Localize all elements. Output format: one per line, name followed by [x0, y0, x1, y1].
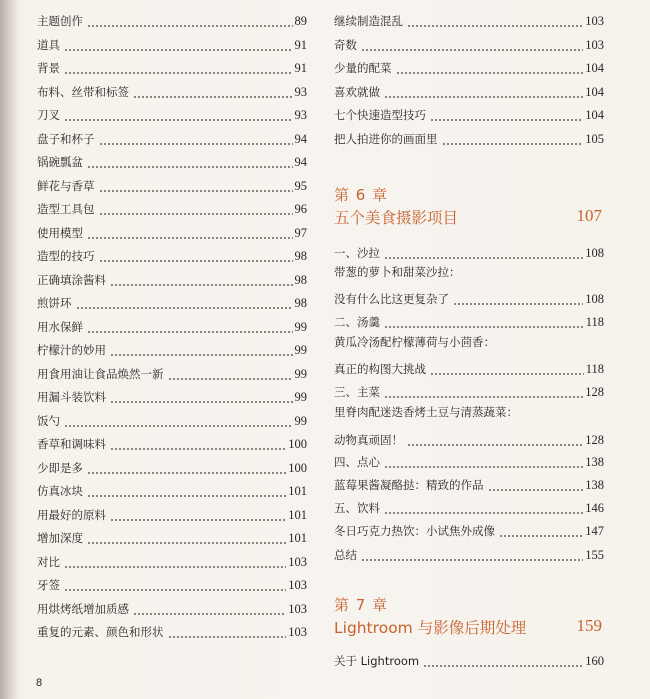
dot-leader	[396, 61, 584, 75]
dot-leader	[488, 478, 584, 492]
dot-leader	[168, 625, 287, 639]
toc-entry-title: 用最好的原料	[37, 507, 106, 522]
toc-entry	[37, 478, 307, 498]
toc-entry	[334, 542, 604, 562]
toc-entry-page: 103	[585, 14, 604, 28]
dot-leader	[87, 226, 293, 240]
dot-leader	[384, 385, 583, 399]
toc-entry-page: 91	[294, 61, 307, 75]
toc-entry-page: 96	[294, 202, 307, 216]
dot-leader	[168, 367, 293, 381]
toc-entry-page: 91	[294, 37, 307, 52]
dot-leader	[99, 132, 293, 146]
toc-entry-title: 用烘烤纸增加质感	[37, 601, 129, 616]
toc-entry-page: 104	[585, 61, 604, 75]
toc-entry-page: 138	[585, 455, 604, 469]
dot-leader	[64, 108, 293, 122]
toc-entry-page: 101	[288, 507, 307, 522]
toc-entry	[334, 79, 604, 99]
toc-entry-page: 147	[585, 524, 604, 538]
toc-entry	[37, 525, 307, 545]
toc-entry-page: 93	[294, 108, 307, 122]
dot-leader	[110, 343, 293, 357]
toc-entry-title: 刀叉	[37, 108, 60, 122]
toc-entry-title: 把人拍进你的画面里	[334, 131, 438, 146]
toc-entry-page: 105	[585, 131, 604, 146]
toc-entry	[334, 403, 604, 419]
dot-leader	[87, 461, 286, 475]
toc-entry-title: 造型工具包	[37, 202, 95, 216]
toc-entry	[37, 267, 307, 287]
toc-entry-title: 正确填涂酱料	[37, 272, 106, 287]
toc-entry-page: 138	[585, 478, 604, 492]
toc-entry-page: 104	[585, 108, 604, 122]
dot-leader	[384, 501, 583, 515]
dot-leader	[407, 433, 583, 447]
toc-entry	[37, 8, 307, 28]
toc-entry-page: 93	[294, 84, 307, 99]
toc-entry-page: 97	[294, 225, 307, 240]
dot-leader	[87, 484, 286, 498]
toc-entry-page: 108	[585, 292, 604, 306]
toc-entry-title: 锅碗瓢盆	[37, 155, 83, 169]
toc-entry-page: 101	[288, 484, 307, 498]
toc-entry-page: 128	[585, 433, 604, 447]
toc-entry-page: 99	[294, 366, 307, 381]
dot-leader	[430, 108, 583, 122]
toc-entry-page: 98	[294, 249, 307, 263]
toc-entry-title: 带葱的萝卜和甜菜沙拉：	[334, 265, 461, 279]
toc-entry	[37, 549, 307, 569]
toc-entry-title: 背景	[37, 61, 60, 75]
toc-entry-title: 继续制造混乱	[334, 14, 403, 28]
toc-entry-title: 盘子和杯子	[37, 131, 95, 146]
toc-entry-title: 鲜花与香草	[37, 178, 95, 193]
toc-entry-title: 对比	[37, 554, 60, 569]
toc-entry-title: 用水保鲜	[37, 319, 83, 334]
toc-entry	[37, 572, 307, 592]
toc-entry	[334, 263, 604, 279]
toc-entry-title: 仿真冰块	[37, 484, 83, 498]
toc-entry	[37, 220, 307, 240]
toc-entry-title: 煎饼环	[37, 296, 72, 310]
toc-entry	[334, 240, 604, 260]
toc-entry-page: 155	[585, 548, 604, 562]
toc-entry	[37, 502, 307, 522]
toc-entry-title: 喜欢就做	[334, 84, 380, 99]
toc-entry-title: 布料、丝带和标签	[37, 84, 129, 99]
toc-entry	[37, 431, 307, 451]
chapter-7-title: Lightroom 与影像后期处理	[334, 619, 527, 637]
toc-entry-title: 一、沙拉	[334, 246, 380, 260]
toc-entry-title: 三、主菜	[334, 385, 380, 399]
toc-entry-page: 101	[288, 531, 307, 545]
dot-leader	[64, 578, 286, 592]
toc-entry-page: 104	[585, 84, 604, 99]
toc-entry-title: 奇数	[334, 37, 357, 52]
toc-entry-title: 冬日巧克力热饮：小试焦外成像	[334, 524, 495, 538]
dot-leader	[76, 296, 293, 310]
toc-entry-page: 98	[294, 296, 307, 310]
dot-leader	[133, 602, 286, 616]
dot-leader	[110, 437, 286, 451]
toc-entry-title: 牙签	[37, 578, 60, 592]
dot-leader	[87, 531, 286, 545]
toc-entry	[334, 356, 604, 376]
toc-entry-page: 94	[294, 155, 307, 169]
toc-entry-title: 黄瓜冷汤配柠檬薄荷与小茴香：	[334, 335, 495, 349]
toc-entry	[334, 379, 604, 399]
toc-entry	[37, 596, 307, 616]
chapter-7-label: 第 7 章	[334, 596, 389, 614]
toc-entry-title: 柠檬汁的妙用	[37, 343, 106, 357]
toc-entry-title: 少量的配菜	[334, 61, 392, 75]
toc-entry-page: 160	[585, 654, 604, 668]
dot-leader	[110, 390, 293, 404]
toc-entry	[37, 290, 307, 310]
toc-entry-page: 94	[294, 131, 307, 146]
dot-leader	[64, 414, 293, 428]
toc-entry-title: 使用模型	[37, 225, 83, 240]
toc-entry-title: 二、汤羹	[334, 315, 380, 329]
toc-entry-title: 造型的技巧	[37, 249, 95, 263]
toc-entry-page: 99	[294, 343, 307, 357]
toc-entry	[37, 196, 307, 216]
toc-entry	[334, 55, 604, 75]
dot-leader	[64, 555, 286, 569]
toc-entry	[334, 333, 604, 349]
toc-entry	[334, 518, 604, 538]
dot-leader	[110, 508, 286, 522]
toc-entry-page: 100	[288, 460, 307, 475]
toc-entry	[37, 173, 307, 193]
chapter-6-page: 107	[576, 206, 602, 225]
toc-entry-title: 重复的元素、颜色和形状	[37, 625, 164, 639]
toc-entry	[334, 102, 604, 122]
toc-entry-page: 118	[585, 315, 604, 329]
toc-entry-title: 总结	[334, 548, 357, 562]
dot-leader	[99, 202, 293, 216]
toc-entry	[334, 286, 604, 306]
toc-entry	[37, 55, 307, 75]
toc-entry	[334, 495, 604, 515]
chapter-7-page: 159	[576, 616, 602, 635]
toc-entry	[334, 126, 604, 146]
toc-entry	[37, 455, 307, 475]
toc-entry	[37, 384, 307, 404]
dot-leader	[384, 246, 583, 260]
toc-entry-page: 95	[294, 178, 307, 193]
toc-entry	[37, 337, 307, 357]
toc-entry	[37, 149, 307, 169]
dot-leader	[361, 38, 583, 52]
dot-leader	[87, 155, 293, 169]
chapter-6-heading	[334, 206, 604, 228]
page-number: 8	[36, 677, 43, 689]
dot-leader	[133, 85, 293, 99]
dot-leader	[384, 455, 583, 469]
binding-shadow	[0, 0, 18, 699]
toc-entry-page: 118	[585, 362, 604, 376]
toc-entry-title: 动物真顽固！	[334, 433, 403, 447]
toc-entry	[334, 32, 604, 52]
toc-entry	[334, 427, 604, 447]
toc-entry	[334, 8, 604, 28]
toc-entry	[37, 314, 307, 334]
dot-leader	[64, 38, 293, 52]
dot-leader	[361, 548, 583, 562]
toc-entry	[37, 243, 307, 263]
toc-entry-page: 103	[288, 554, 307, 569]
toc-entry-title: 主题创作	[37, 14, 83, 28]
toc-entry-title: 用漏斗装饮料	[37, 390, 106, 404]
dot-leader	[499, 524, 583, 538]
toc-entry	[37, 619, 307, 639]
toc-entry-title: 少即是多	[37, 460, 83, 475]
toc-entry-page: 128	[585, 385, 604, 399]
toc-entry	[37, 361, 307, 381]
dot-leader	[407, 14, 583, 28]
toc-entry-title: 增加深度	[37, 531, 83, 545]
dot-leader	[442, 132, 584, 146]
toc-entry-page: 108	[585, 246, 604, 260]
toc-entry	[37, 79, 307, 99]
toc-entry	[334, 472, 604, 492]
dot-leader	[110, 273, 293, 287]
toc-entry-page: 146	[585, 501, 604, 515]
toc-entry-page: 99	[294, 319, 307, 334]
toc-entry-page: 103	[585, 37, 604, 52]
dot-leader	[453, 292, 583, 306]
dot-leader	[384, 85, 583, 99]
toc-entry-title: 用食用油让食品焕然一新	[37, 366, 164, 381]
toc-entry	[37, 102, 307, 122]
toc-entry-title: 真正的构图大挑战	[334, 362, 426, 376]
toc-entry-page: 98	[294, 272, 307, 287]
toc-entry-title: 里脊肉配迷迭香烤土豆与清蒸蔬菜：	[334, 405, 518, 419]
toc-entry-page: 89	[294, 14, 307, 28]
toc-entry-page: 99	[294, 413, 307, 428]
toc-entry-title: 蓝莓果酱凝酪挞：精致的作品	[334, 478, 484, 492]
dot-leader	[384, 315, 584, 329]
toc-entry-title: 没有什么比这更复杂了	[334, 292, 449, 306]
toc-entry-title: 五、饮料	[334, 501, 380, 515]
chapter-6-title: 五个美食摄影项目	[334, 209, 459, 227]
toc-entry-title: 四、点心	[334, 455, 380, 469]
toc-entry-page: 100	[288, 437, 307, 451]
toc-entry	[334, 449, 604, 469]
dot-leader	[64, 61, 293, 75]
dot-leader	[430, 362, 584, 376]
toc-entry	[37, 32, 307, 52]
toc-entry-page: 99	[294, 390, 307, 404]
toc-entry	[37, 126, 307, 146]
toc-entry-title: 七个快速造型技巧	[334, 108, 426, 122]
dot-leader	[99, 249, 293, 263]
toc-entry-title: 饭勺	[37, 413, 60, 428]
chapter-7-heading	[334, 616, 604, 638]
dot-leader	[87, 320, 293, 334]
toc-entry-page: 103	[288, 578, 307, 592]
toc-entry-title: 关于 Lightroom	[334, 654, 420, 668]
toc-entry-title: 香草和调味料	[37, 437, 106, 451]
toc-entry-page: 103	[288, 601, 307, 616]
toc-entry	[334, 309, 604, 329]
toc-entry-page: 103	[288, 625, 307, 639]
toc-entry	[37, 408, 307, 428]
toc-entry	[334, 648, 604, 668]
dot-leader	[423, 654, 583, 668]
dot-leader	[87, 14, 293, 28]
dot-leader	[99, 179, 293, 193]
toc-entry-title: 道具	[37, 37, 60, 52]
chapter-6-label: 第 6 章	[334, 186, 389, 204]
